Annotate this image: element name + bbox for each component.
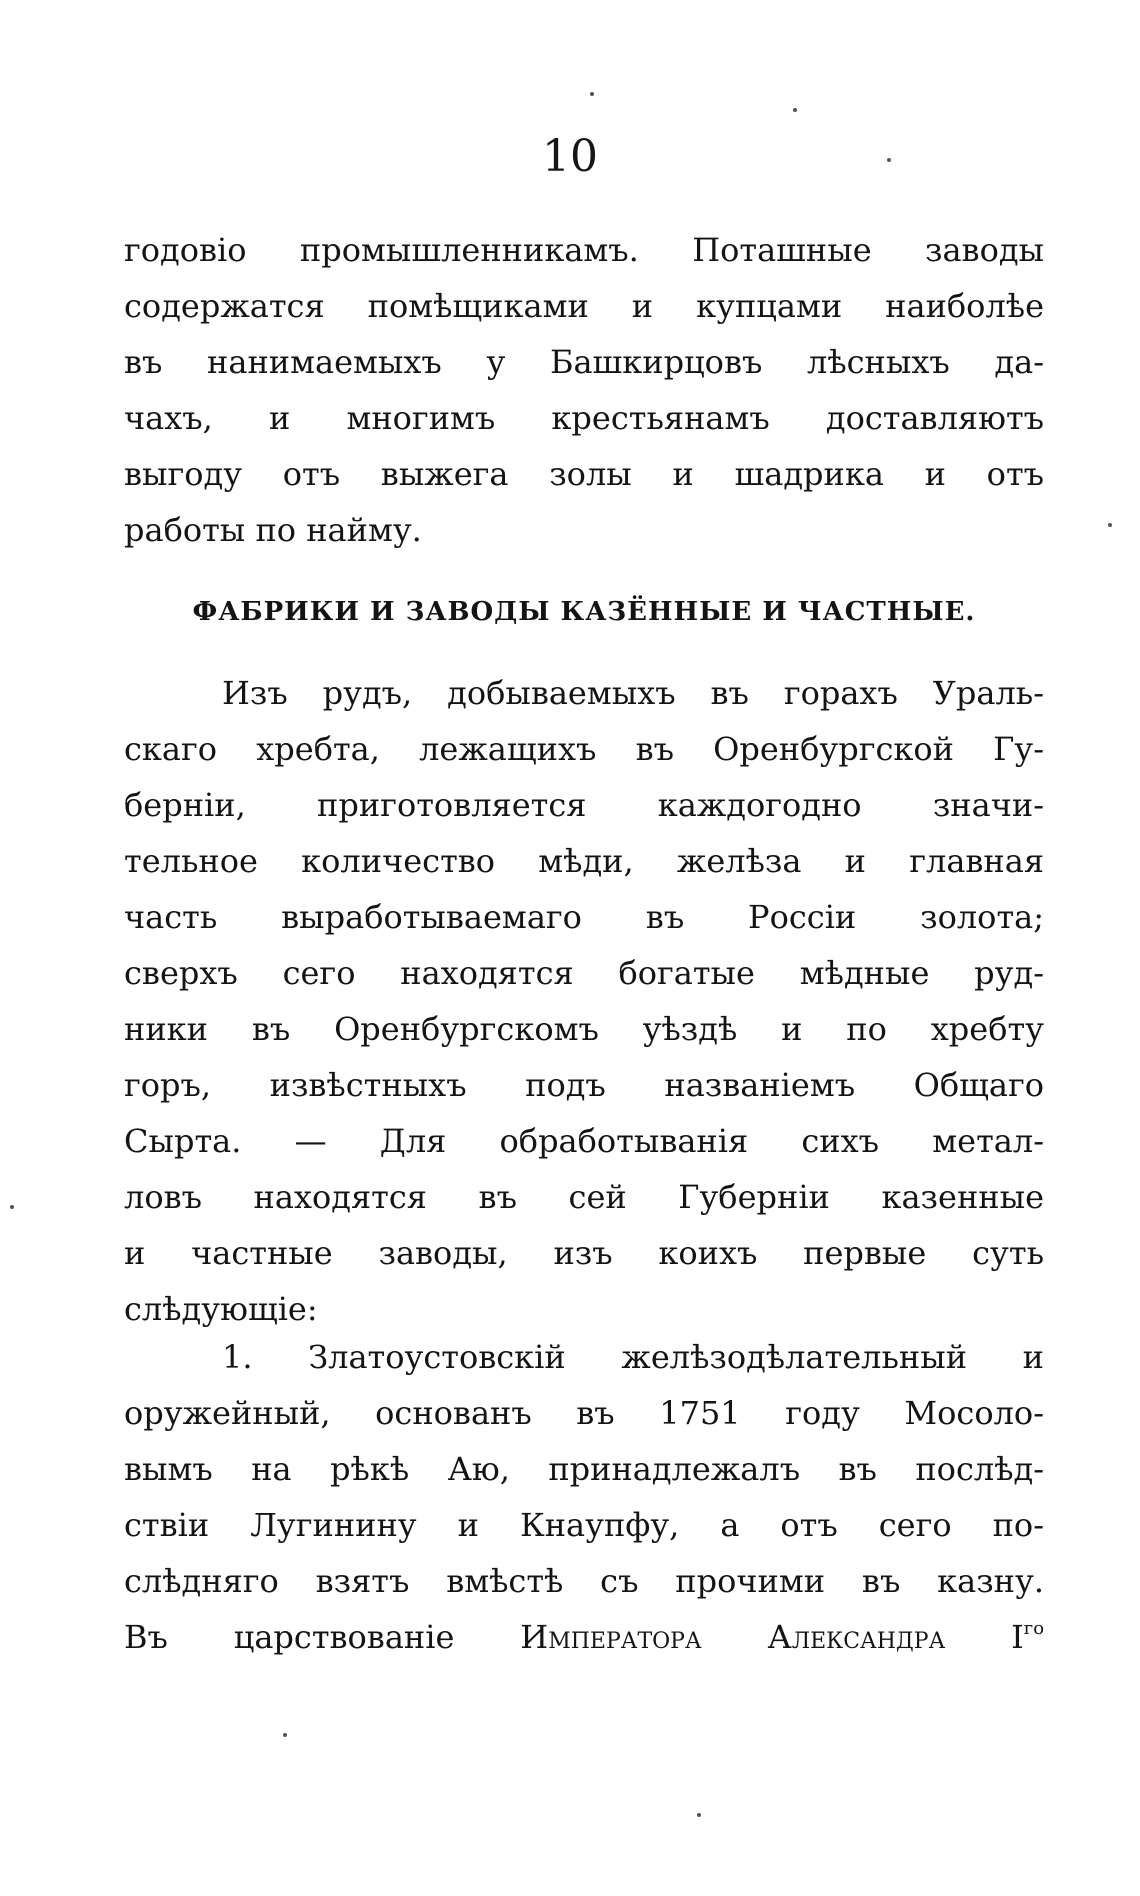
text-line: оружейный, основанъ въ 1751 году Мосоло- [124,1394,1044,1432]
text-line: работы по найму. [124,511,422,549]
text-line: и частные заводы, изъ коихъ первые суть [124,1234,1044,1272]
print-speck [590,92,594,96]
text-line: выгоду отъ выжега золы и шадрика и отъ [124,455,1044,493]
smallcaps-emperor: Императора [520,1618,702,1656]
print-speck [1108,523,1112,527]
text-line: содержатся помѣщиками и купцами наиболѣе [124,287,1044,325]
text-line: сверхъ сего находятся богатые мѣдные руд- [124,954,1044,992]
print-speck [793,108,797,112]
print-speck [697,1813,701,1817]
text-line: Сырта. — Для обработыванія сихъ метал- [124,1122,1044,1160]
text-line: вымъ на рѣкѣ Аю, принадлежалъ въ послѣд- [124,1450,1044,1488]
text-line: Изъ рудъ, добываемыхъ въ горахъ Ураль- [222,674,1044,712]
text-line: тельное количество мѣди, желѣза и главная [124,842,1044,880]
print-speck [10,1205,14,1209]
text-line: ники въ Оренбургскомъ уѣздѣ и по хребту [124,1010,1044,1048]
regnal-superscript: го [1023,1618,1045,1639]
text-line: слѣдняго взятъ вмѣстѣ съ прочими въ казну. [124,1562,1044,1600]
print-speck [887,158,891,162]
text-line: горъ, извѣстныхъ подъ названіемъ Общаго [124,1066,1044,1104]
paragraph-ores [124,665,1044,1337]
text-line: чахъ, и многимъ крестьянамъ доставляютъ [124,399,1044,437]
text-line: въ нанимаемыхъ у Башкирцовъ лѣсныхъ да- [124,343,1044,381]
text-line: скаго хребта, лежащихъ въ Оренбургской Гу- [124,730,1044,768]
smallcaps-alexander: Александра [767,1618,946,1656]
paragraph-zlatoust-works [124,1329,1044,1665]
text-line: слѣдующіе: [124,1290,318,1328]
text-line: годовіо промышленникамъ. Поташные заводы [124,231,1044,269]
text-line: ловъ находятся въ сей Губерніи казенные [124,1178,1044,1216]
regnal-numeral: I [1011,1618,1024,1656]
text-line: часть выработываемаго въ Россіи золота; [124,898,1044,936]
section-heading: ФАБРИКИ И ЗАВОДЫ КАЗЁННЫЕ И ЧАСТНЫЕ. [192,597,976,627]
text-line: берніи, приготовляется каждогодно значи- [124,786,1044,824]
text-line: ствіи Лугинину и Кнаупфу, а отъ сего по- [124,1506,1044,1544]
paragraph-potash-works [124,222,1044,558]
text-line: 1. Златоустовскій желѣзодѣлательный и [222,1338,1044,1376]
text-line-final [124,1609,1044,1665]
print-speck [283,1733,287,1737]
page-number: 10 [542,131,598,182]
text-fragment: Въ царствованіе [124,1618,455,1656]
